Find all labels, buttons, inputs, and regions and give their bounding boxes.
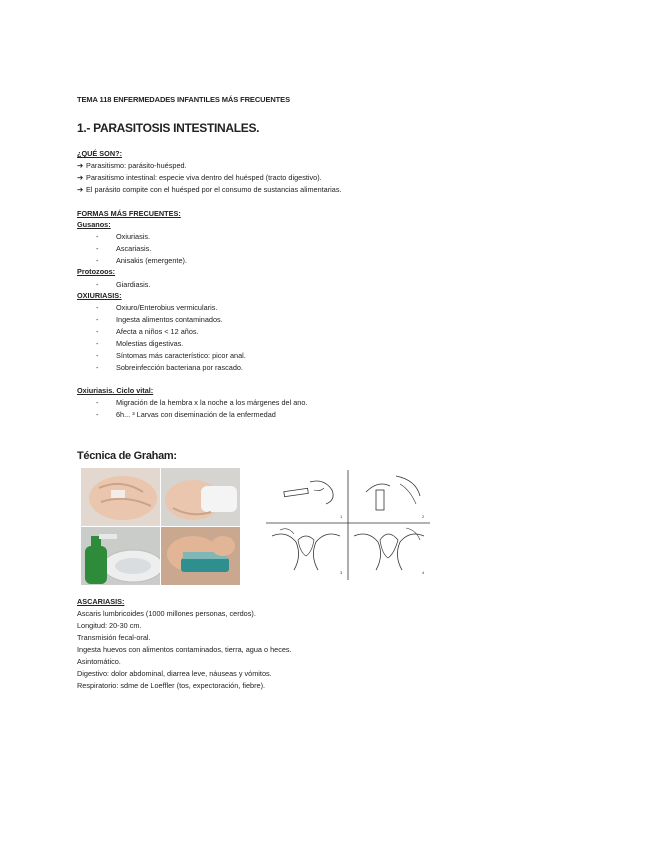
list-item: - Migración de la hembra x la noche a los márgenes del ano. [96,398,308,407]
oxiuriasis-label: OXIURIASIS: [77,291,122,300]
gusanos-label: Gusanos: [77,220,111,229]
que-son-item: ➔ Parasitismo intestinal: especie viva dentro del huésped (tracto digestivo). [77,173,322,182]
figure-label: 3 [340,570,343,575]
que-son-item: ➔ El parásito compite con el huésped por el consumo de sustancias alimentarias. [77,185,342,194]
list-item: - Giardiasis. [96,280,151,289]
text-line: Respiratorio: sdme de Loeffler (tos, expectoración, fiebre). [77,681,266,690]
list-item: - Ingesta alimentos contaminados. [96,315,223,324]
text-line: Longitud: 20-30 cm. [77,621,142,630]
graham-technique-diagram [266,470,430,580]
document-title: TEMA 118 ENFERMEDADES INFANTILES MÁS FRECUENTES [77,95,290,104]
text-line: Asintomático. [77,657,121,666]
text-line: Transmisión fecal-oral. [77,633,151,642]
formas-label: FORMAS MÁS FRECUENTES: [77,209,181,218]
list-item: - Síntomas más característico: picor anal. [96,351,246,360]
ascariasis-label: ASCARIASIS: [77,597,125,606]
list-item: - Molestias digestivas. [96,339,184,348]
arrow-icon: ➔ [77,161,84,170]
list-item: - Sobreinfección bacteriana por rascado. [96,363,243,372]
que-son-item: ➔ Parasitismo: parásito-huésped. [77,161,187,170]
text-line: Ascaris lumbricoides (1000 millones personas, cerdos). [77,609,256,618]
figure-label: 1 [340,514,343,519]
arrow-icon: ➔ [77,185,84,194]
list-item: - Oxiuriasis. [96,232,151,241]
figure-label: 4 [422,570,425,575]
text-line: Ingesta huevos con alimentos contaminados, tierra, agua o heces. [77,645,292,654]
list-item: - 6h... ³ Larvas con diseminación de la enfermedad [96,410,276,419]
list-item: - Anisakis (emergente). [96,256,187,265]
figure-label: 2 [422,514,425,519]
ciclo-label: Oxiuriasis. Ciclo vital: [77,386,154,395]
list-item: - Afecta a niños < 12 años. [96,327,199,336]
arrow-icon: ➔ [77,173,84,182]
list-item: - Oxiuro/Enterobius vermicularis. [96,303,218,312]
section-heading-parasitosis: 1.- PARASITOSIS INTESTINALES. [77,121,260,135]
list-item: - Ascariasis. [96,244,152,253]
graham-photo-collage [81,468,240,585]
que-son-label: ¿QUÉ SON?: [77,149,122,158]
graham-heading: Técnica de Graham: [77,450,177,462]
protozoos-label: Protozoos: [77,267,116,276]
text-line: Digestivo: dolor abdominal, diarrea leve, náuseas y vómitos. [77,669,272,678]
